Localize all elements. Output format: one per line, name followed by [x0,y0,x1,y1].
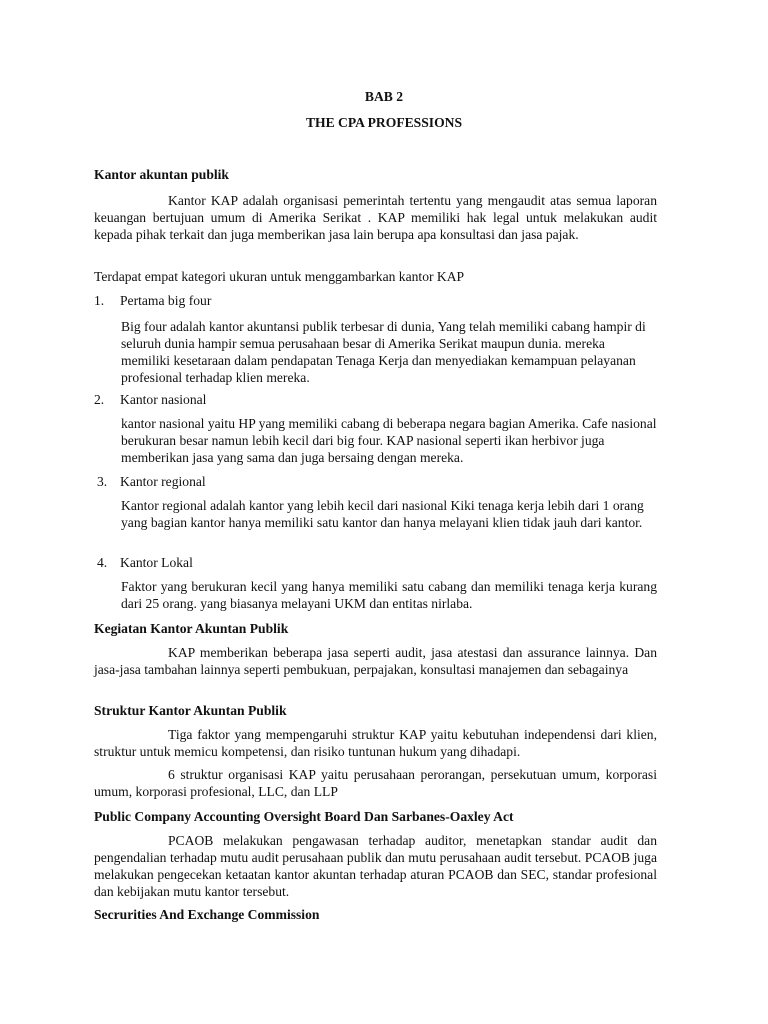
struktur-text-1: Tiga faktor yang mempengaruhi struktur KAP yaitu kebutuhan independensi dari klien, struktur untuk memicu kompetensi, dan risiko tuntunan hukum yang dihadapi. [94,727,657,759]
list-item-number: 4. [97,555,108,570]
section-heading-struktur: Struktur Kantor Akuntan Publik [94,703,287,718]
struktur-paragraph-1 [94,726,657,760]
list-item-4-title [97,554,193,571]
section-heading-kegiatan: Kegiatan Kantor Akuntan Publik [94,621,289,636]
list-item-title: Kantor regional [120,474,206,489]
list-item-title: Pertama big four [120,293,212,308]
list-item-title: Kantor nasional [120,392,207,407]
section-heading-pcaob: Public Company Accounting Oversight Board Dan Sarbanes-Oaxley Act [94,809,514,824]
kegiatan-paragraph [94,644,657,678]
document-title: THE CPA PROFESSIONS [305,115,463,130]
list-item-number: 2. [94,392,105,407]
kap-categories-intro: Terdapat empat kategori ukuran untuk menggambarkan kantor KAP [94,269,465,284]
kap-intro-paragraph [94,192,657,243]
struktur-paragraph-2 [94,766,657,800]
list-item-2-title [94,391,206,408]
kegiatan-text: KAP memberikan beberapa jasa seperti audit, jasa atestasi dan assurance lainnya. Dan jasa-jasa tambahan lainnya seperti pembukuan, perpajakan, konsultasi manajemen dan sebagainya [94,645,657,677]
section-heading-sec: Secrurities And Exchange Commission [94,907,320,922]
section-heading-kap: Kantor akuntan publik [94,167,229,182]
list-item-title: Kantor Lokal [120,555,193,570]
list-item-number: 1. [94,293,105,308]
list-item-number: 3. [97,474,108,489]
pcaob-text: PCAOB melakukan pengawasan terhadap auditor, menetapkan standar audit dan pengendalian terhadap mutu audit perusahaan publik dan mutu perusahaan audit tersebut. PCAOB juga melakukan pengecekan ketaatan kantor akuntan terhadap aturan PCAOB dan SEC, standar profesional dan kebijakan mutu kantor tersebut. [94,833,657,899]
list-item-1-body: Big four adalah kantor akuntansi publik terbesar di dunia, Yang telah memiliki cabang hampir di seluruh dunia hampir semua perusahaan besar di Amerika Serikat maupun dunia. mereka memiliki kesetaraan dalam pendapatan Tenaga Kerja dan menyediakan kemampuan pelayanan profesional terhadap klien mereka. [121,319,646,385]
list-item-3-body: Kantor regional adalah kantor yang lebih kecil dari nasional Kiki tenaga kerja lebih dari 1 orang yang bagian kantor hanya memiliki satu kantor dan hanya melayani klien tidak jauh dari kantor. [121,498,644,530]
list-item-2-body: kantor nasional yaitu HP yang memiliki cabang di beberapa negara bagian Amerika. Cafe nasional berukuran besar namun lebih kecil dari big four. KAP nasional seperti ikan herbivor juga memberikan jasa yang sama dan juga bersaing dengan mereka. [121,416,657,465]
chapter-label: BAB 2 [364,89,404,104]
list-item-3-title [97,473,206,490]
kap-intro-text: Kantor KAP adalah organisasi pemerintah tertentu yang mengaudit atas semua laporan keuangan bertujuan umum di Amerika Serikat . KAP memiliki hak legal untuk melakukan audit kepada pihak terkait dan juga memberikan jasa lain berupa apa konsultasi dan jasa pajak. [94,193,657,242]
list-item-1-title [94,292,211,309]
pcaob-paragraph [94,832,657,900]
struktur-text-2: 6 struktur organisasi KAP yaitu perusahaan perorangan, persekutuan umum, korporasi umum, korporasi profesional, LLC, dan LLP [94,767,657,799]
list-item-4-body: Faktor yang berukuran kecil yang hanya memiliki satu cabang dan memiliki tenaga kerja kurang dari 25 orang. yang biasanya melayani UKM dan entitas nirlaba. [121,579,657,611]
